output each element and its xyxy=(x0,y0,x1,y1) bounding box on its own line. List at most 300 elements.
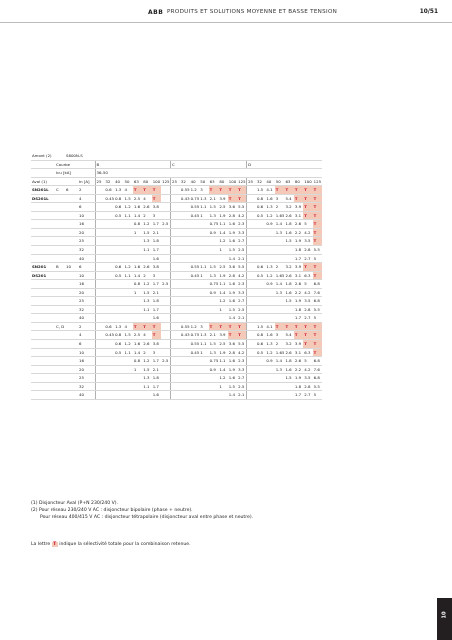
selectivity-value: 1.2 xyxy=(218,374,227,383)
selectivity-value xyxy=(275,246,285,255)
selectivity-value xyxy=(190,391,200,400)
selectivity-value: 1.6 xyxy=(228,297,237,306)
selectivity-value: 7.6 xyxy=(313,288,322,297)
selectivity-value: 5.5 xyxy=(237,340,246,349)
curve-value xyxy=(55,305,65,314)
selectivity-value: 1.1 xyxy=(199,263,208,272)
in-value: 4 xyxy=(78,331,95,340)
selectivity-value xyxy=(114,297,123,306)
selectivity-value xyxy=(123,246,132,255)
selectivity-value: 1.2 xyxy=(123,263,132,272)
selectivity-value: 2.2 xyxy=(294,365,303,374)
selectivity-value xyxy=(95,203,104,212)
selectivity-value xyxy=(104,211,114,220)
selectivity-value: 1.6 xyxy=(228,237,237,246)
selectivity-value: 2 xyxy=(142,211,151,220)
selectivity-value xyxy=(114,382,123,391)
selectivity-value: 1.7 xyxy=(294,254,303,263)
curve-value xyxy=(55,228,65,237)
selectivity-value xyxy=(95,246,104,255)
selectivity-value: 0.6 xyxy=(104,322,114,331)
selectivity-value: T xyxy=(313,228,322,237)
selectivity-value xyxy=(209,237,219,246)
selectivity-value: 1.3 xyxy=(142,297,151,306)
selectivity-value xyxy=(171,220,180,229)
selectivity-value xyxy=(190,365,200,374)
selectivity-value xyxy=(180,263,190,272)
selectivity-value: 1.7 xyxy=(152,305,161,314)
rating-header: 80 xyxy=(142,177,151,186)
selectivity-value: T xyxy=(313,322,322,331)
selectivity-value: 3.9 xyxy=(218,194,227,203)
selectivity-value xyxy=(133,254,142,263)
device-name xyxy=(31,203,55,212)
in-value: 10 xyxy=(78,348,95,357)
selectivity-value xyxy=(95,228,104,237)
table-row xyxy=(31,246,322,255)
blank-cell xyxy=(31,160,55,169)
selectivity-value: 1.2 xyxy=(190,322,200,331)
selectivity-value xyxy=(284,382,293,391)
selectivity-value: 0.5 xyxy=(256,348,265,357)
selectivity-value xyxy=(265,391,274,400)
table-row xyxy=(31,348,322,357)
in-value: 6 xyxy=(78,203,95,212)
selectivity-value xyxy=(247,340,256,349)
selectivity-value: 1.2 xyxy=(142,220,151,229)
rating-header: 100 xyxy=(303,177,312,186)
curve-value xyxy=(55,211,65,220)
selectivity-value: 3 xyxy=(199,186,208,195)
icu-cell xyxy=(65,211,78,220)
selectivity-value: 1.9 xyxy=(218,348,227,357)
selectivity-value: 1.8 xyxy=(284,357,293,366)
selectivity-value: 0.5 xyxy=(114,211,123,220)
curve-value xyxy=(55,382,65,391)
table-row xyxy=(31,228,322,237)
in-value: 2 xyxy=(78,186,95,195)
curve-value: B xyxy=(55,263,65,272)
device-name: DS201 xyxy=(31,271,55,280)
selectivity-value: 4.2 xyxy=(237,348,246,357)
selectivity-value xyxy=(95,365,104,374)
selectivity-value: 1.9 xyxy=(294,374,303,383)
selectivity-value: 1.3 xyxy=(142,237,151,246)
selectivity-value xyxy=(133,237,142,246)
selectivity-value: 1.3 xyxy=(199,194,208,203)
selectivity-value: 5.5 xyxy=(313,382,322,391)
curve-header: B xyxy=(95,160,171,169)
in-value: 20 xyxy=(78,288,95,297)
selectivity-value: 2.6 xyxy=(284,348,293,357)
selectivity-value: 1.1 xyxy=(142,246,151,255)
selectivity-value: 2.5 xyxy=(218,340,227,349)
in-value: 16 xyxy=(78,357,95,366)
selectivity-value xyxy=(161,228,170,237)
icu-value: 36-50 xyxy=(95,169,322,178)
selectivity-value: 1.1 xyxy=(218,357,227,366)
selectivity-value xyxy=(180,228,190,237)
selectivity-value: 3.1 xyxy=(294,211,303,220)
icu-cell xyxy=(65,246,78,255)
selectivity-value xyxy=(199,288,208,297)
selectivity-value xyxy=(209,391,219,400)
selectivity-value: 0.75 xyxy=(190,331,200,340)
selectivity-value: 3.6 xyxy=(228,340,237,349)
selectivity-value xyxy=(171,348,180,357)
selectivity-value: T xyxy=(152,186,161,195)
selectivity-value xyxy=(180,382,190,391)
selectivity-value: 4.2 xyxy=(303,288,312,297)
selectivity-value: T xyxy=(303,211,312,220)
selectivity-value: 2.6 xyxy=(142,263,151,272)
selectivity-value: 2.7 xyxy=(237,297,246,306)
selectivity-value xyxy=(180,246,190,255)
device-name xyxy=(31,220,55,229)
selectivity-value xyxy=(95,340,104,349)
selectivity-value: 2.6 xyxy=(142,203,151,212)
in-value: 32 xyxy=(78,246,95,255)
selectivity-value xyxy=(199,220,208,229)
selectivity-value xyxy=(199,237,208,246)
selectivity-value xyxy=(190,288,200,297)
selectivity-value: T xyxy=(275,322,285,331)
selectivity-value: 1.6 xyxy=(228,374,237,383)
selectivity-value: 1.4 xyxy=(218,288,227,297)
selectivity-value xyxy=(114,314,123,323)
selectivity-value xyxy=(190,314,200,323)
selectivity-value: 1.3 xyxy=(114,322,123,331)
selectivity-value xyxy=(247,211,256,220)
selectivity-value: T xyxy=(313,331,322,340)
selectivity-value: 1.5 xyxy=(228,382,237,391)
icu-cell xyxy=(65,228,78,237)
selectivity-value: 1.5 xyxy=(284,297,293,306)
selectivity-value: 0.45 xyxy=(190,271,200,280)
selectivity-value xyxy=(209,374,219,383)
selectivity-value: 1.5 xyxy=(228,305,237,314)
selectivity-value: 1.7 xyxy=(294,314,303,323)
curve-value xyxy=(55,391,65,400)
selectivity-value: 3.1 xyxy=(294,348,303,357)
selectivity-value: 1.4 xyxy=(218,365,227,374)
selectivity-value: 2.5 xyxy=(237,382,246,391)
selectivity-value: 1.3 xyxy=(209,211,219,220)
selectivity-value xyxy=(114,237,123,246)
selectivity-value: 3 xyxy=(275,331,285,340)
rating-header: 25 xyxy=(95,177,104,186)
device-name xyxy=(31,211,55,220)
selectivity-value: 2.1 xyxy=(237,314,246,323)
selectivity-value: 1.4 xyxy=(275,357,285,366)
selectivity-value xyxy=(256,237,265,246)
icu-cell xyxy=(65,382,78,391)
in-value: 4 xyxy=(78,194,95,203)
table-row xyxy=(31,331,322,340)
selectivity-value xyxy=(256,357,265,366)
selectivity-value xyxy=(104,203,114,212)
device-name xyxy=(31,391,55,400)
selectivity-value xyxy=(133,314,142,323)
selectivity-value: 3.9 xyxy=(218,331,227,340)
selectivity-value xyxy=(171,203,180,212)
selectivity-value: 2.8 xyxy=(303,382,312,391)
selectivity-value: 1.5 xyxy=(209,263,219,272)
selectivity-value xyxy=(104,365,114,374)
table-row xyxy=(31,322,322,331)
selectivity-value: 2.6 xyxy=(284,271,293,280)
selectivity-value xyxy=(95,186,104,195)
selectivity-value: 1.2 xyxy=(265,271,274,280)
selectivity-value xyxy=(95,331,104,340)
selectivity-value: T xyxy=(152,331,161,340)
selectivity-value: 3.2 xyxy=(284,340,293,349)
curve-header: D xyxy=(247,160,323,169)
selectivity-value: T xyxy=(313,194,322,203)
table-row xyxy=(31,314,322,323)
selectivity-value xyxy=(190,254,200,263)
selectivity-value xyxy=(123,297,132,306)
selectivity-value: 3.1 xyxy=(294,271,303,280)
selectivity-value: 0.8 xyxy=(114,194,123,203)
selectivity-value xyxy=(171,254,180,263)
rating-header: 100 xyxy=(228,177,237,186)
selectivity-value xyxy=(190,237,200,246)
selectivity-value xyxy=(133,391,142,400)
selectivity-value xyxy=(123,254,132,263)
selectivity-value: 3.9 xyxy=(294,203,303,212)
table-row xyxy=(31,263,322,272)
selectivity-value: T xyxy=(152,322,161,331)
selectivity-value xyxy=(180,254,190,263)
selectivity-value: 1.2 xyxy=(142,357,151,366)
selectivity-value xyxy=(284,391,293,400)
selectivity-value: 2.5 xyxy=(161,357,170,366)
curve-value xyxy=(55,365,65,374)
selectivity-value: 1.3 xyxy=(275,365,285,374)
device-name xyxy=(31,237,55,246)
selectivity-value: 3 xyxy=(199,322,208,331)
selectivity-value: 1 xyxy=(218,246,227,255)
selectivity-value: 2.7 xyxy=(303,314,312,323)
selectivity-value: 1.8 xyxy=(152,237,161,246)
selectivity-value: 1.5 xyxy=(123,331,132,340)
selectivity-value: 0.45 xyxy=(190,348,200,357)
curve-value xyxy=(55,348,65,357)
selectivity-value xyxy=(161,305,170,314)
rating-header: 80 xyxy=(218,177,227,186)
selectivity-value xyxy=(114,305,123,314)
device-name xyxy=(31,374,55,383)
selectivity-value: 1.4 xyxy=(228,391,237,400)
selectivity-value xyxy=(265,374,274,383)
selectivity-value: 1.3 xyxy=(265,203,274,212)
selectivity-value xyxy=(256,220,265,229)
selectivity-value xyxy=(275,305,285,314)
selectivity-value: T xyxy=(294,186,303,195)
selectivity-value: 1.8 xyxy=(294,382,303,391)
selectivity-value: 2.3 xyxy=(237,220,246,229)
selectivity-value xyxy=(199,314,208,323)
selectivity-value: 1.7 xyxy=(152,280,161,289)
selectivity-value: 0.75 xyxy=(209,220,219,229)
curve-value xyxy=(55,314,65,323)
selectivity-value xyxy=(95,374,104,383)
selectivity-value xyxy=(171,271,180,280)
selectivity-value xyxy=(95,237,104,246)
amont-label: Amont (2) xyxy=(31,152,65,160)
selectivity-value: T xyxy=(284,322,293,331)
selectivity-value xyxy=(104,263,114,272)
selectivity-value: 2.8 xyxy=(303,305,312,314)
selectivity-value: T xyxy=(228,194,237,203)
selectivity-value: 0.5 xyxy=(114,271,123,280)
selectivity-value xyxy=(114,228,123,237)
selectivity-value: 1.4 xyxy=(275,220,285,229)
selectivity-value: 1.6 xyxy=(284,288,293,297)
selectivity-value: T xyxy=(237,322,246,331)
table-row xyxy=(31,271,322,280)
icu-cell xyxy=(65,280,78,289)
selectivity-value: 1.9 xyxy=(228,365,237,374)
selectivity-value: 3.9 xyxy=(294,340,303,349)
selectivity-value xyxy=(123,357,132,366)
selectivity-value: T xyxy=(303,194,312,203)
selectivity-value: T xyxy=(313,340,322,349)
selectivity-value: T xyxy=(313,263,322,272)
selectivity-value: 0.55 xyxy=(190,203,200,212)
in-value: 40 xyxy=(78,314,95,323)
page-header xyxy=(0,9,452,21)
selectivity-value: T xyxy=(303,186,312,195)
curve-value xyxy=(55,271,65,280)
selectivity-value: T xyxy=(218,322,227,331)
selectivity-value: T xyxy=(133,186,142,195)
selectivity-value: 1.8 xyxy=(284,280,293,289)
selectivity-value: 5.4 xyxy=(284,194,293,203)
selectivity-value xyxy=(190,280,200,289)
selectivity-value xyxy=(247,228,256,237)
selectivity-value xyxy=(190,382,200,391)
selectivity-value xyxy=(247,271,256,280)
selectivity-value xyxy=(247,314,256,323)
selectivity-value: 2.1 xyxy=(209,331,219,340)
selectivity-value: 2.2 xyxy=(294,288,303,297)
selectivity-value xyxy=(190,374,200,383)
selectivity-value: 1.7 xyxy=(152,220,161,229)
selectivity-value xyxy=(247,322,256,331)
selectivity-value: 0.8 xyxy=(256,194,265,203)
selectivity-value: 1.6 xyxy=(133,340,142,349)
selectivity-value xyxy=(104,271,114,280)
selectivity-value xyxy=(180,288,190,297)
selectivity-value: 1.3 xyxy=(199,331,208,340)
selectivity-value xyxy=(133,305,142,314)
selectivity-value xyxy=(256,280,265,289)
selectivity-value: 5.5 xyxy=(237,203,246,212)
selectivity-value xyxy=(95,322,104,331)
selectivity-value xyxy=(265,305,274,314)
device-name xyxy=(31,340,55,349)
in-value: 25 xyxy=(78,237,95,246)
selectivity-value xyxy=(265,228,274,237)
selectivity-value: 2.5 xyxy=(161,220,170,229)
selectivity-value: 1.6 xyxy=(228,357,237,366)
selectivity-value: 5 xyxy=(303,220,312,229)
selectivity-value xyxy=(180,374,190,383)
selectivity-value: 4.2 xyxy=(237,211,246,220)
rating-header: 63 xyxy=(133,177,142,186)
selectivity-value: 2.6 xyxy=(294,357,303,366)
selectivity-value: 1.9 xyxy=(218,211,227,220)
selectivity-value xyxy=(265,288,274,297)
selectivity-value: T xyxy=(152,194,161,203)
rating-header: 32 xyxy=(256,177,265,186)
selectivity-value xyxy=(161,246,170,255)
selectivity-value xyxy=(190,357,200,366)
in-label: In [A] xyxy=(78,177,95,186)
selectivity-value: T xyxy=(275,186,285,195)
selectivity-value xyxy=(171,357,180,366)
selectivity-value xyxy=(256,374,265,383)
selectivity-value: 0.55 xyxy=(190,263,200,272)
selectivity-value xyxy=(123,314,132,323)
selectivity-value xyxy=(95,280,104,289)
selectivity-value: T xyxy=(313,220,322,229)
selectivity-value xyxy=(171,365,180,374)
selectivity-value: 3 xyxy=(275,194,285,203)
table-row xyxy=(31,305,322,314)
selectivity-value: 0.75 xyxy=(209,357,219,366)
selectivity-value: T xyxy=(284,186,293,195)
device-name xyxy=(31,357,55,366)
curve-value xyxy=(55,374,65,383)
selectivity-value: 2.8 xyxy=(303,246,312,255)
selectivity-value: 3.9 xyxy=(294,263,303,272)
rating-header: 40 xyxy=(114,177,123,186)
selectivity-value: 3.3 xyxy=(237,365,246,374)
icu-cell xyxy=(65,365,78,374)
table-row xyxy=(31,203,322,212)
selectivity-value: 0.6 xyxy=(256,263,265,272)
rating-header: 125 xyxy=(313,177,322,186)
selectivity-value xyxy=(247,237,256,246)
selectivity-value: 6.8 xyxy=(313,374,322,383)
selectivity-value xyxy=(114,374,123,383)
selectivity-value: 1.65 xyxy=(275,211,285,220)
selectivity-value xyxy=(161,322,170,331)
selectivity-value: 3 xyxy=(152,271,161,280)
selectivity-value: 4.2 xyxy=(303,228,312,237)
selectivity-value: 0.8 xyxy=(133,220,142,229)
in-value: 16 xyxy=(78,280,95,289)
selectivity-value: 3 xyxy=(152,211,161,220)
selectivity-value xyxy=(199,382,208,391)
selectivity-value xyxy=(171,237,180,246)
selectivity-value xyxy=(104,348,114,357)
selectivity-value xyxy=(95,288,104,297)
selectivity-value: 1.4 xyxy=(133,211,142,220)
device-name: DS201L xyxy=(31,194,55,203)
selectivity-value: 2.7 xyxy=(237,237,246,246)
selectivity-value xyxy=(114,288,123,297)
rating-header: 50 xyxy=(275,177,285,186)
selectivity-value: 5 xyxy=(303,280,312,289)
device-name: SN201 xyxy=(31,263,55,272)
selectivity-value: 7.6 xyxy=(313,365,322,374)
selectivity-value xyxy=(256,365,265,374)
table-row xyxy=(31,297,322,306)
